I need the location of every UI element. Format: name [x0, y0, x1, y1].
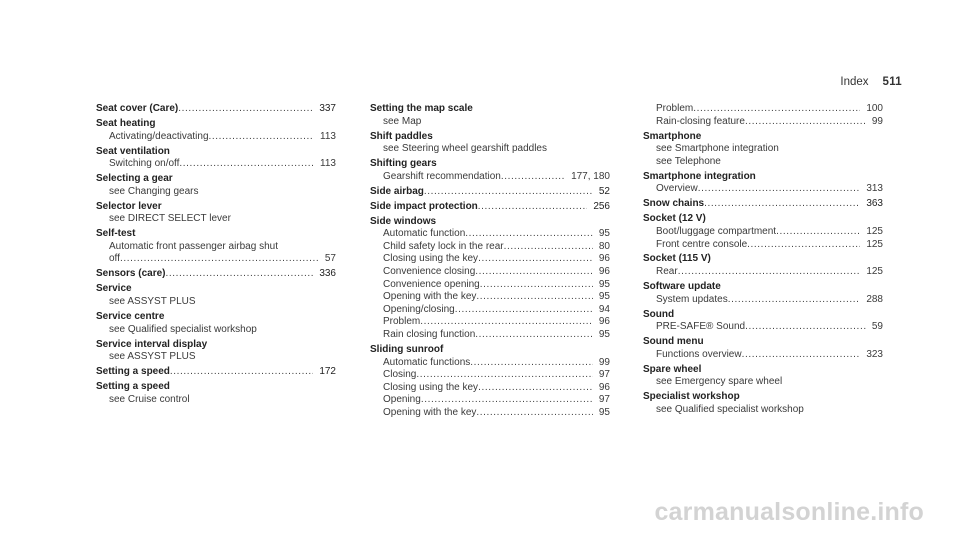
subentry-text: Boot/luggage compartment — [656, 225, 777, 237]
page-header — [840, 76, 902, 88]
subentry-text: off — [109, 253, 120, 265]
index-heading: Side airbag — [370, 185, 424, 197]
subentry-text: Convenience opening — [383, 278, 480, 290]
index-subentry — [370, 382, 610, 395]
dot-leader — [470, 357, 593, 370]
subentry-text: System updates — [656, 293, 728, 305]
index-subentry — [370, 241, 610, 254]
index-entry — [96, 339, 336, 364]
index-entry — [643, 103, 883, 128]
index-heading: Service centre — [96, 311, 165, 323]
subentry-text: Rain closing function — [383, 329, 476, 341]
index-entry — [370, 103, 610, 128]
index-column-1 — [96, 103, 336, 409]
index-entry — [96, 201, 336, 226]
index-heading: Shifting gears — [370, 158, 437, 170]
index-heading: Snow chains — [643, 198, 705, 210]
page-number: 511 — [882, 76, 902, 88]
page-ref: 96 — [598, 316, 610, 328]
index-subentry — [370, 357, 610, 370]
page-ref: 125 — [866, 238, 883, 250]
page-ref: 323 — [866, 348, 883, 360]
page-ref: 94 — [598, 303, 610, 315]
index-heading: Sound — [643, 308, 675, 320]
index-subentry — [370, 291, 610, 304]
dot-leader — [776, 226, 860, 239]
dot-leader — [728, 294, 861, 307]
index-subentry: see Qualified specialist workshop — [109, 323, 257, 335]
index-entry — [370, 131, 610, 156]
index-heading: Seat cover (Care) — [96, 103, 179, 114]
subentry-text: Gearshift recommendation — [383, 170, 501, 182]
dot-leader — [475, 329, 593, 342]
index-heading-row — [96, 103, 336, 116]
index-heading: Spare wheel — [643, 363, 702, 375]
index-subentry — [643, 294, 883, 307]
page-ref: 59 — [871, 321, 883, 333]
dot-leader — [179, 158, 314, 171]
dot-leader — [693, 103, 860, 116]
index-subentry — [370, 394, 610, 407]
index-entry — [96, 311, 336, 336]
dot-leader — [478, 253, 593, 266]
index-subentry — [643, 116, 883, 129]
index-subentry — [370, 304, 610, 317]
index-heading-row — [370, 186, 610, 199]
watermark: carmanualsonline.info — [654, 498, 924, 526]
page-ref: 113 — [320, 130, 336, 142]
index-entry — [96, 366, 336, 379]
page-ref: 337 — [319, 103, 336, 114]
page-ref: 95 — [598, 228, 610, 240]
index-subentry: see Cruise control — [109, 393, 190, 405]
page-ref: 95 — [598, 329, 610, 341]
index-entry — [643, 281, 883, 306]
index-subentry — [370, 253, 610, 266]
dot-leader — [501, 171, 565, 184]
index-heading: Selecting a gear — [96, 173, 173, 185]
dot-leader — [678, 266, 861, 279]
dot-leader — [747, 239, 860, 252]
subentry-text: Opening/closing — [383, 303, 455, 315]
index-entry — [96, 103, 336, 116]
index-entry — [370, 216, 610, 342]
index-entry — [643, 391, 883, 416]
index-entry — [370, 186, 610, 199]
page-ref: 96 — [598, 266, 610, 278]
subentry-text: Functions overview — [656, 348, 742, 360]
dot-leader — [478, 201, 588, 214]
index-column-2 — [370, 103, 610, 422]
dot-leader — [476, 407, 592, 420]
index-entry — [643, 198, 883, 211]
page-ref: 125 — [866, 225, 883, 237]
index-subentry — [370, 369, 610, 382]
index-heading: Setting the map scale — [370, 103, 473, 114]
index-subentry — [643, 321, 883, 334]
index-entry — [643, 364, 883, 389]
index-subentry — [96, 158, 336, 171]
subentry-text: PRE-SAFE® Sound — [656, 321, 746, 333]
index-entry — [370, 201, 610, 214]
page-ref: 100 — [866, 103, 883, 114]
index-entry — [96, 118, 336, 143]
page-ref: 96 — [598, 253, 610, 265]
index-subentry — [370, 407, 610, 420]
subentry-text: Problem — [383, 316, 421, 328]
dot-leader — [424, 186, 593, 199]
index-heading: Service — [96, 283, 132, 295]
index-entry — [643, 131, 883, 169]
section-title: Index — [840, 76, 869, 88]
page-ref: 57 — [324, 253, 336, 265]
subentry-text: Automatic functions — [383, 356, 471, 368]
index-heading: Sensors (care) — [96, 268, 166, 280]
index-entry — [96, 283, 336, 308]
index-entry — [370, 158, 610, 183]
subentry-text: Closing using the key — [383, 381, 479, 393]
dot-leader — [170, 366, 313, 379]
page-ref: 256 — [593, 200, 610, 212]
index-subentry: see Smartphone integration — [656, 143, 779, 155]
index-subentry — [643, 349, 883, 362]
index-entry — [96, 268, 336, 281]
dot-leader — [745, 321, 866, 334]
page-ref: 363 — [866, 198, 883, 210]
index-heading: Setting a speed — [96, 381, 170, 393]
index-heading: Sound menu — [643, 336, 704, 348]
page-ref: 177, 180 — [571, 170, 610, 182]
page-ref: 288 — [866, 293, 883, 305]
index-subentry: see Emergency spare wheel — [656, 376, 783, 388]
index-heading-row — [370, 201, 610, 214]
subentry-text: Child safety lock in the rear — [383, 240, 504, 252]
index-subentry — [643, 103, 883, 116]
subentry-text: Opening with the key — [383, 291, 477, 303]
page-ref: 96 — [598, 381, 610, 393]
index-subentry: Automatic front passenger airbag shut — [109, 240, 278, 252]
index-subentry: see DIRECT SELECT lever — [109, 213, 231, 225]
page-ref: 125 — [866, 266, 883, 278]
index-entry — [643, 309, 883, 334]
index-entry — [96, 146, 336, 171]
index-heading: Socket (12 V) — [643, 213, 706, 225]
dot-leader — [704, 198, 860, 211]
index-subentry — [370, 171, 610, 184]
subentry-text: Closing — [383, 369, 417, 381]
dot-leader — [745, 116, 866, 129]
index-entry — [643, 171, 883, 196]
index-heading: Sliding sunroof — [370, 344, 444, 356]
subentry-text: Overview — [656, 183, 698, 195]
index-subentry — [643, 239, 883, 252]
page-ref: 95 — [598, 278, 610, 290]
index-subentry — [370, 316, 610, 329]
dot-leader — [209, 131, 315, 144]
dot-leader — [742, 349, 861, 362]
subentry-text: Switching on/off — [109, 158, 180, 170]
index-heading: Smartphone integration — [643, 170, 756, 182]
dot-leader — [165, 268, 313, 281]
page-ref: 336 — [319, 268, 336, 280]
index-column-3 — [643, 103, 883, 419]
subentry-text: Activating/deactivating — [109, 130, 209, 142]
index-entry — [96, 381, 336, 406]
index-entry — [96, 228, 336, 266]
dot-leader — [465, 228, 593, 241]
dot-leader — [120, 253, 319, 266]
page-ref: 97 — [598, 394, 610, 406]
index-subentry: see Map — [383, 115, 422, 127]
subentry-text: Rain-closing feature — [656, 115, 745, 127]
subentry-text: Automatic function — [383, 228, 466, 240]
page-ref: 97 — [598, 369, 610, 381]
index-heading-row — [96, 366, 336, 379]
subentry-text: Rear — [656, 266, 678, 278]
index-heading: Seat ventilation — [96, 145, 170, 157]
subentry-text: Closing using the key — [383, 253, 479, 265]
index-entry — [643, 253, 883, 278]
index-heading: Shift paddles — [370, 130, 433, 142]
index-subentry — [370, 228, 610, 241]
page-ref: 113 — [320, 158, 336, 170]
dot-leader — [475, 266, 593, 279]
page-ref: 172 — [319, 366, 336, 378]
page-ref: 52 — [598, 185, 610, 197]
index-subentry — [370, 329, 610, 342]
index-subentry — [370, 266, 610, 279]
page-ref: 313 — [866, 183, 883, 195]
index-heading-row — [96, 268, 336, 281]
index-entry — [96, 173, 336, 198]
index-subentry — [96, 131, 336, 144]
index-heading: Smartphone — [643, 130, 702, 142]
dot-leader — [420, 316, 593, 329]
subentry-text: Problem — [656, 103, 694, 114]
index-subentry: see ASSYST PLUS — [109, 351, 196, 363]
index-subentry — [96, 253, 336, 266]
index-subentry — [643, 266, 883, 279]
index-heading: Setting a speed — [96, 366, 170, 378]
index-entry — [370, 344, 610, 420]
index-heading: Self-test — [96, 228, 136, 240]
index-heading-row — [643, 198, 883, 211]
dot-leader — [478, 382, 593, 395]
dot-leader — [698, 183, 861, 196]
index-subentry: see ASSYST PLUS — [109, 296, 196, 308]
index-subentry: see Changing gears — [109, 185, 199, 197]
index-heading: Side windows — [370, 215, 437, 227]
index-subentry — [643, 226, 883, 239]
subentry-text: Opening — [383, 394, 421, 406]
page-ref: 95 — [598, 291, 610, 303]
index-heading: Socket (115 V) — [643, 253, 711, 265]
dot-leader — [416, 369, 593, 382]
subentry-text: Convenience closing — [383, 266, 476, 278]
index-subentry: see Steering wheel gearshift paddles — [383, 143, 547, 155]
page-ref: 80 — [598, 240, 610, 252]
page-ref: 95 — [598, 407, 610, 418]
subentry-text: Front centre console — [656, 238, 748, 250]
index-subentry — [370, 279, 610, 292]
index-entry — [643, 336, 883, 361]
index-heading: Selector lever — [96, 200, 162, 212]
dot-leader — [421, 394, 593, 407]
dot-leader — [455, 304, 593, 317]
index-entry — [643, 213, 883, 251]
index-heading: Specialist workshop — [643, 391, 740, 403]
dot-leader — [504, 241, 593, 254]
dot-leader — [476, 291, 592, 304]
index-heading: Service interval display — [96, 338, 208, 350]
dot-leader — [480, 279, 593, 292]
dot-leader — [178, 103, 313, 116]
index-heading: Seat heating — [96, 117, 156, 129]
page-ref: 99 — [871, 115, 883, 127]
index-subentry: see Qualified specialist workshop — [656, 403, 804, 415]
subentry-text: Opening with the key — [383, 407, 477, 418]
index-heading: Side impact protection — [370, 200, 478, 212]
index-subentry — [643, 183, 883, 196]
index-subentry: see Telephone — [656, 155, 721, 167]
page-ref: 99 — [598, 356, 610, 368]
index-heading: Software update — [643, 281, 721, 293]
